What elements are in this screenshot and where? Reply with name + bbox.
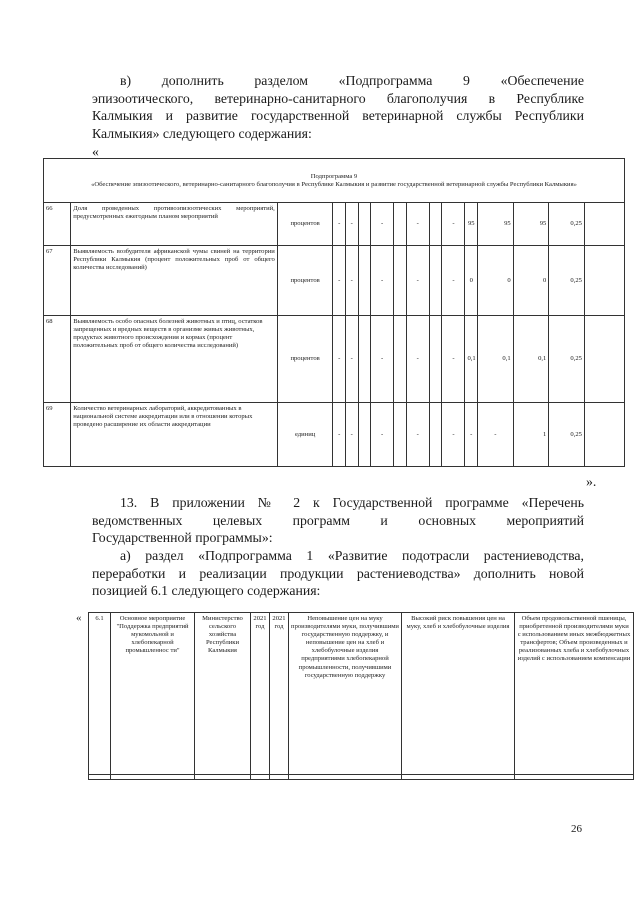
indicator-name: Выявляемость особо опасных болезней животных и птиц, остатков запрещенных и вредных веществ в организме живых животных, продуктах животного происхождения и кормах (процент положительных проб от общего количества исследований) [71, 316, 278, 403]
target-indicator: Объем продовольственной пшеницы, приобретенной производителями муки с использованием иных межбюджетных трансфертов; Объем произведенных и реализованных хлеба и хлебобулочных изделий с использованием компенсации [515, 613, 634, 775]
indicator-name: Выявляемость возбудителя африканской чумы свиней на территории Республики Калмыкия (процент положительных проб от общего количества исследований) [71, 246, 278, 316]
value-cell: - [345, 203, 358, 246]
row-number: 67 [44, 246, 71, 316]
value-cell: - [406, 403, 429, 467]
table-row [44, 246, 625, 316]
open-quote-1: « [92, 144, 99, 159]
value-cell: 0,1 [465, 316, 478, 403]
value-cell: 0,25 [549, 203, 585, 246]
value-cell: - [371, 316, 394, 403]
activity-name: Основное мероприятие "Поддержка предприятий мукомольной и хлебопекарной промышленнос ти" [111, 613, 195, 775]
point13-line-1: 13. В приложении № 2 к Государственной программе «Перечень [120, 495, 584, 510]
intro-line-4: Калмыкия» следующего содержания: [92, 125, 312, 141]
empty-cell [270, 775, 289, 780]
empty-cell [515, 775, 634, 780]
value-cell: - [465, 403, 478, 467]
value-cell: 0,25 [549, 403, 585, 467]
intro-line-3: Калмыкия и развитие государственной ветеринарной службы Республики [92, 108, 584, 123]
intro-line-1: в) дополнить разделом «Подпрограмма 9 «Обеспечение [120, 73, 584, 88]
value-cell: 0,25 [549, 316, 585, 403]
value-cell: 0,1 [478, 316, 514, 403]
table-row [44, 403, 625, 467]
value-cell [429, 203, 442, 246]
point-a-paragraph [92, 547, 584, 600]
value-cell: 95 [478, 203, 514, 246]
empty-cell [251, 775, 270, 780]
table-row [89, 613, 634, 775]
value-cell: 1 [513, 403, 549, 467]
subprogram-name: «Обеспечение эпизоотического, ветеринарно-санитарного благополучия в Республике Калмыкия и развитие государственной ветеринарной службы Республики Калмыкия» [91, 180, 577, 188]
value-cell: - [345, 403, 358, 467]
value-cell: 95 [465, 203, 478, 246]
page-number: 26 [571, 823, 582, 835]
value-cell: - [333, 316, 346, 403]
point-a-line-2: переработки и реализации продукции растениеводства» дополнить новой [92, 565, 584, 581]
value-cell: 0,1 [513, 316, 549, 403]
position-6-1-table [88, 612, 634, 780]
table-row [44, 316, 625, 403]
table-row [44, 203, 625, 246]
value-cell: - [406, 316, 429, 403]
value-cell [358, 403, 371, 467]
value-cell: - [371, 203, 394, 246]
value-cell [429, 403, 442, 467]
value-cell: - [345, 316, 358, 403]
start-year: 2021 год [251, 613, 270, 775]
position-number: 6.1 [89, 613, 111, 775]
empty-cell [89, 775, 111, 780]
indicator-name: Доля проведенных противоэпизоотических мероприятий, предусмотренных ежегодным планом мероприятий [71, 203, 278, 246]
empty-cell [111, 775, 195, 780]
non-implementation-consequence: Неповышение цен на муку производителями муки, получившими государственную поддержку, и неповышение цен на хлеб и хлебобулочные изделия предприятиями хлебопекарной промышленности, получившими государственную поддержку [289, 613, 402, 775]
row-number: 66 [44, 203, 71, 246]
value-cell: 0 [513, 246, 549, 316]
value-cell: - [406, 203, 429, 246]
value-cell: 95 [513, 203, 549, 246]
subprogram-title: Подпрограмма 9 [310, 172, 358, 180]
value-cell: 0,25 [549, 246, 585, 316]
value-cell: - [333, 403, 346, 467]
point13-line-2: ведомственных целевых программ и основных мероприятий [92, 512, 584, 528]
point13-paragraph [92, 494, 584, 547]
empty-cell [195, 775, 251, 780]
table1-header-row [44, 159, 625, 203]
point-a-line-3: позицией 6.1 следующего содержания: [92, 583, 321, 598]
intro-line-2: эпизоотического, ветеринарно-санитарного благополучия в Республике [92, 90, 584, 106]
table-row-continuation [89, 775, 634, 780]
unit-cell: процентов [277, 316, 333, 403]
point13-line-3: Государственной программы»: [92, 530, 273, 545]
value-cell [394, 316, 407, 403]
unit-cell: единиц [277, 403, 333, 467]
table1-header [44, 159, 625, 203]
value-cell: - [442, 203, 465, 246]
end-year: 2021 год [270, 613, 289, 775]
value-cell: - [442, 403, 465, 467]
value-cell: - [333, 203, 346, 246]
subprogram9-table [43, 158, 625, 467]
value-cell: 0 [478, 246, 514, 316]
row-number: 68 [44, 316, 71, 403]
value-cell: - [406, 246, 429, 316]
value-cell [429, 316, 442, 403]
empty-cell [402, 775, 515, 780]
value-cell: - [345, 246, 358, 316]
value-cell: - [478, 403, 514, 467]
value-cell [394, 203, 407, 246]
open-quote-2: « [76, 612, 82, 624]
weight-cell [584, 203, 624, 246]
value-cell [394, 403, 407, 467]
empty-cell [289, 775, 402, 780]
value-cell: - [442, 316, 465, 403]
value-cell [358, 203, 371, 246]
weight-cell [584, 316, 624, 403]
value-cell [394, 246, 407, 316]
close-quote-1: ». [586, 474, 597, 489]
intro-paragraph [92, 72, 584, 142]
indicator-name: Количество ветеринарных лабораторий, аккредитованных в национальной системе аккредитации или в отношении которых проведено расширение их области аккредитации [71, 403, 278, 467]
risk: Высокий риск повышения цен на муку, хлеб и хлебобулочные изделия [402, 613, 515, 775]
value-cell: - [442, 246, 465, 316]
value-cell: - [333, 246, 346, 316]
weight-cell [584, 403, 624, 467]
row-number: 69 [44, 403, 71, 467]
executor: Министерство сельского хозяйства Республики Калмыкия [195, 613, 251, 775]
unit-cell: процентов [277, 203, 333, 246]
value-cell [429, 246, 442, 316]
weight-cell [584, 246, 624, 316]
value-cell [358, 246, 371, 316]
value-cell: - [371, 403, 394, 467]
value-cell: - [371, 246, 394, 316]
point-a-line-1: а) раздел «Подпрограмма 1 «Развитие подотрасли растениеводства, [120, 548, 584, 563]
value-cell: 0 [465, 246, 478, 316]
unit-cell: процентов [277, 246, 333, 316]
value-cell [358, 316, 371, 403]
